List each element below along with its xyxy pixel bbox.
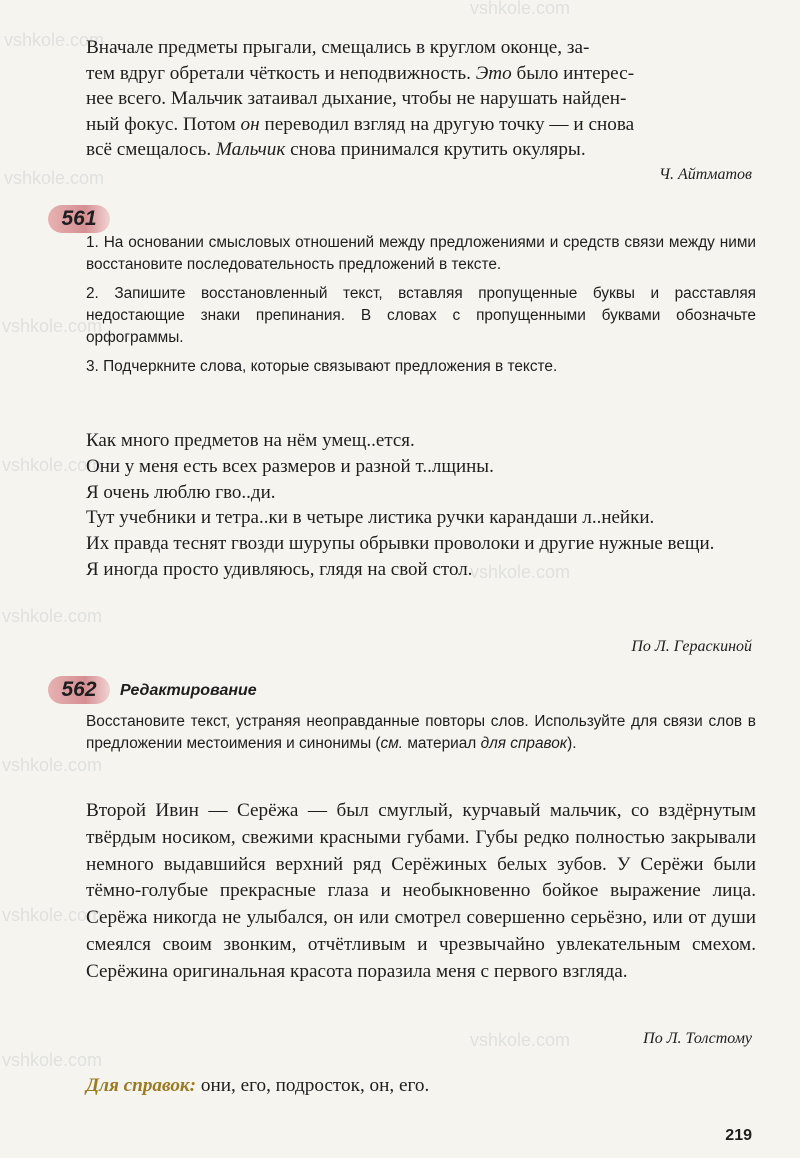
watermark: vshkole.com [4, 30, 105, 50]
exercise-562-task [86, 711, 756, 762]
task-item: 3. Подчеркните слова, которые связывают предложения в тексте. [86, 358, 558, 375]
watermark: vshkole.com [2, 755, 103, 775]
sentence: Их правда теснят гвозди шурупы обрывки проволоки и другие нужные вещи. [86, 533, 715, 555]
excerpt-aitmatov [86, 35, 756, 163]
exercise-562-text [86, 798, 756, 986]
text-line: Вначале предметы прыгали, смещались в круглом оконце, за- [86, 37, 590, 58]
reference-label: Для справок: [86, 1075, 197, 1096]
text-line: тем вдруг обретали чёткость и неподвижность. Это было интерес- [86, 62, 635, 84]
exercise-561-tasks [86, 232, 756, 385]
watermark: vshkole.com [2, 316, 103, 336]
task-item: 2. Запишите восстановленный текст, вставляя пропущенные буквы и расставляя недостающие знаки препинания. В словах с пропущенными буквами обозначьте орфограммы. [86, 285, 756, 346]
exercise-title: Редактирование [120, 682, 257, 699]
watermark: vshkole.com [470, 0, 571, 18]
watermark: vshkole.com [2, 1050, 103, 1070]
sentence: Тут учебники и тетра..ки в четыре листика ручки карандаши л..нейки. [86, 507, 655, 529]
paragraph: Второй Ивин — Серёжа — был смуглый, курчавый мальчик, со вздёрнутым твёрдым носиком, свежими красными губами. Губы редко полностью закрывали немного выдавшийся верхний ряд Серёжиных белых зубов. У Серёжи были тёмно-голубые прекрасные глаза и необыкновенно бойкое выражение лица. Серёжа никогда не улыбался, он или смотрел совершенно серьёзно, или от души смеялся своим звонким, отчётливым и чрезвычайно увлекательным смехом. Серёжина оригинальная красота поразила меня с первого взгляда. [86, 800, 756, 982]
sentence: Как много предметов на нём умещ..ется. [86, 430, 415, 451]
sentence: Я очень люблю гво..ди. [86, 481, 276, 503]
watermark: vshkole.com [2, 455, 103, 475]
attribution: Ч. Айтматов [658, 166, 752, 183]
exercise-number-badge: 561 [48, 205, 110, 233]
page-number: 219 [725, 1127, 752, 1144]
watermark: vshkole.com [4, 168, 105, 188]
watermark: vshkole.com [470, 1030, 571, 1050]
text-line: нее всего. Мальчик затаивал дыхание, чтобы не нарушать найден- [86, 88, 627, 110]
task-item: 1. На основании смысловых отношений между предложениями и средств связи между ними восстановите последовательность предложений в тексте. [86, 234, 756, 273]
sentence: Я иногда просто удивляюсь, глядя на свой стол. [86, 558, 473, 580]
watermark: vshkole.com [2, 905, 103, 925]
attribution: По Л. Гераскиной [631, 638, 752, 655]
sentence: Они у меня есть всех размеров и разной т..лщины. [86, 455, 494, 477]
watermark: vshkole.com [470, 562, 571, 582]
exercise-561-sentences [86, 428, 756, 583]
exercise-number-badge: 562 [48, 676, 110, 704]
text-line: всё смещалось. Мальчик снова принимался крутить окуляры. [86, 139, 586, 161]
task-item: Восстановите текст, устраняя неоправданные повторы слов. Используйте для связи слов в предложении местоимения и синонимы (см. материал для справок). [86, 713, 756, 752]
text-line: ный фокус. Потом он переводил взгляд на другую точку — и снова [86, 113, 635, 135]
reference-note [86, 1073, 756, 1099]
reference-words: они, его, подросток, он, его. [200, 1075, 430, 1096]
attribution: По Л. Толстому [643, 1030, 752, 1047]
watermark: vshkole.com [2, 606, 103, 626]
